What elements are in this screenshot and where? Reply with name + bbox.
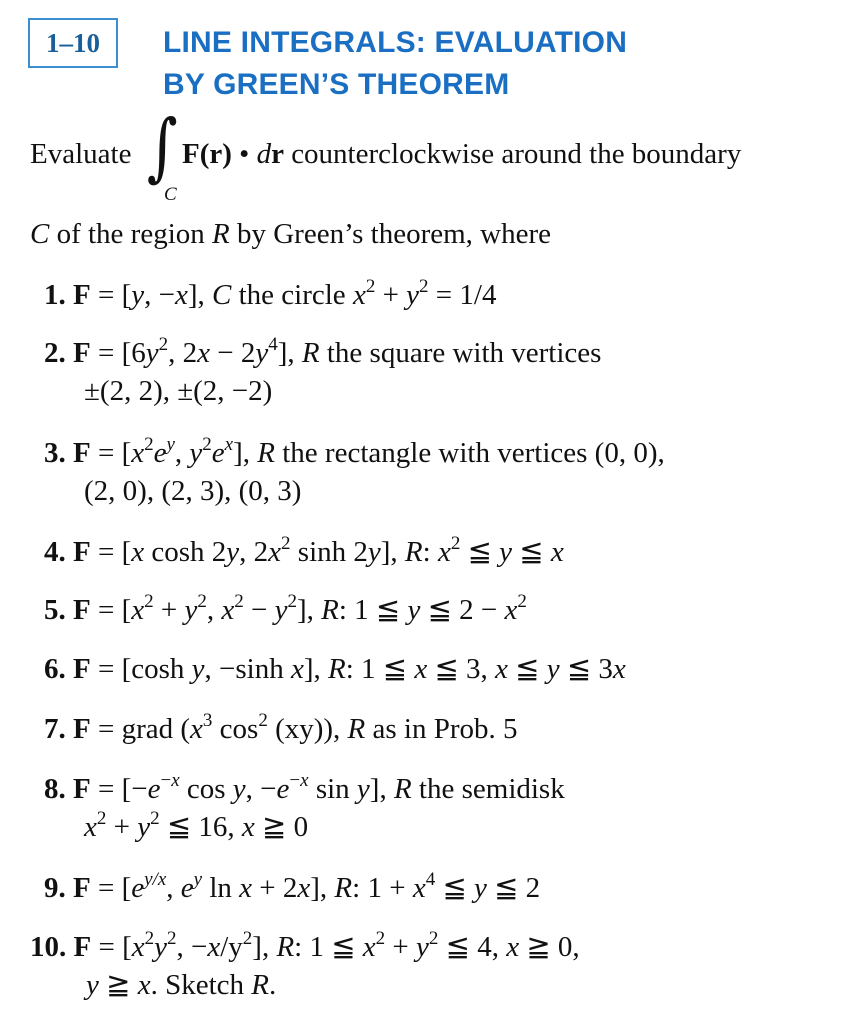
problem-6 bbox=[44, 650, 626, 688]
problem-text: F = [y, −x], C the circle $x^2 + y^2 = 1/4$ bbox=[73, 276, 497, 311]
section-title bbox=[163, 22, 803, 106]
problem-number: 2. bbox=[44, 337, 66, 369]
problem-range-box bbox=[28, 18, 118, 68]
problem-text: F = [x cosh 2y, $2x^2$ sinh 2y], R: $x^2$ ≦ y ≦ x bbox=[73, 533, 564, 568]
intro-F-r: F(r) bbox=[182, 138, 232, 170]
problem-number: 7. bbox=[44, 713, 66, 745]
problem-range-label: 1–10 bbox=[46, 27, 100, 58]
problem-3 bbox=[44, 434, 665, 510]
intro-r: r bbox=[271, 138, 284, 170]
intro-line2: C of the region R by Green’s theorem, where bbox=[30, 218, 552, 250]
section-title-line2: BY GREEN’S THEOREM bbox=[163, 68, 510, 101]
problem-number: 5. bbox=[44, 594, 66, 626]
problem-8 bbox=[44, 770, 565, 846]
integral-sign-icon: ∫ bbox=[146, 104, 178, 190]
intro-rest: counterclockwise around the boundary bbox=[283, 138, 742, 170]
problem-number: 9. bbox=[44, 872, 66, 904]
problem-text: $F = [x^2 + y^2$, $x^2 - y^2$], R: 1 ≦ y ≦ $2 - x^2$ bbox=[73, 591, 527, 626]
problem-text: F = [cosh y, −sinh x], R: 1 ≦ x ≦ 3, x ≦ y ≦ 3x bbox=[73, 653, 626, 685]
problem-4 bbox=[44, 533, 564, 571]
problem-number: 10. bbox=[30, 931, 67, 963]
problem-text: $F = [x^2y^2$, $-x/y^2$], R: 1 ≦ $x^2 + y^2$ ≦ 4, x ≧ 0, y ≧ x. Sketch R. bbox=[73, 928, 580, 1001]
problem-text: $F = [x^2e^y$, $y^2e^x$], R the rectangle with vertices (0, 0), (2, 0), (2, 3), (0, 3) bbox=[73, 434, 665, 507]
problem-number: 4. bbox=[44, 536, 66, 568]
problem-number: 1. bbox=[44, 279, 66, 311]
integral-subscript: C bbox=[164, 184, 177, 205]
intro-dot: • bbox=[231, 138, 257, 170]
intro-line1 bbox=[182, 138, 741, 171]
intro-d: d bbox=[256, 138, 272, 170]
problem-10 bbox=[30, 928, 580, 1004]
problem-number: 6. bbox=[44, 653, 66, 685]
problem-5 bbox=[44, 591, 527, 629]
problem-2 bbox=[44, 334, 601, 410]
problem-text: $F = [6y^2$, $2x - 2y^4$], R the square with vertices ±(2, 2), ±(2, −2) bbox=[73, 334, 602, 407]
problem-text: $F = [-e^{-x}$ cos y, $-e^{-x}$ sin y], R the semidisk $x^2 + y^2$ ≦ 16, x ≧ 0 bbox=[73, 770, 565, 843]
problem-text: F = grad ($x^3$ $\cos^2 (xy)$), R as in Prob. 5 bbox=[73, 710, 518, 745]
section-title-line1: LINE INTEGRALS: EVALUATION bbox=[163, 26, 628, 59]
problem-number: 3. bbox=[44, 437, 66, 469]
problem-text: $F = [e^{y/x}$, $e^y$ ln x + 2x], R: $1 + x^4$ ≦ y ≦ 2 bbox=[73, 869, 541, 904]
problem-1 bbox=[44, 276, 496, 314]
problem-7 bbox=[44, 710, 518, 748]
problem-number: 8. bbox=[44, 773, 66, 805]
problem-9 bbox=[44, 869, 540, 907]
intro-evaluate-word: Evaluate bbox=[30, 138, 132, 170]
